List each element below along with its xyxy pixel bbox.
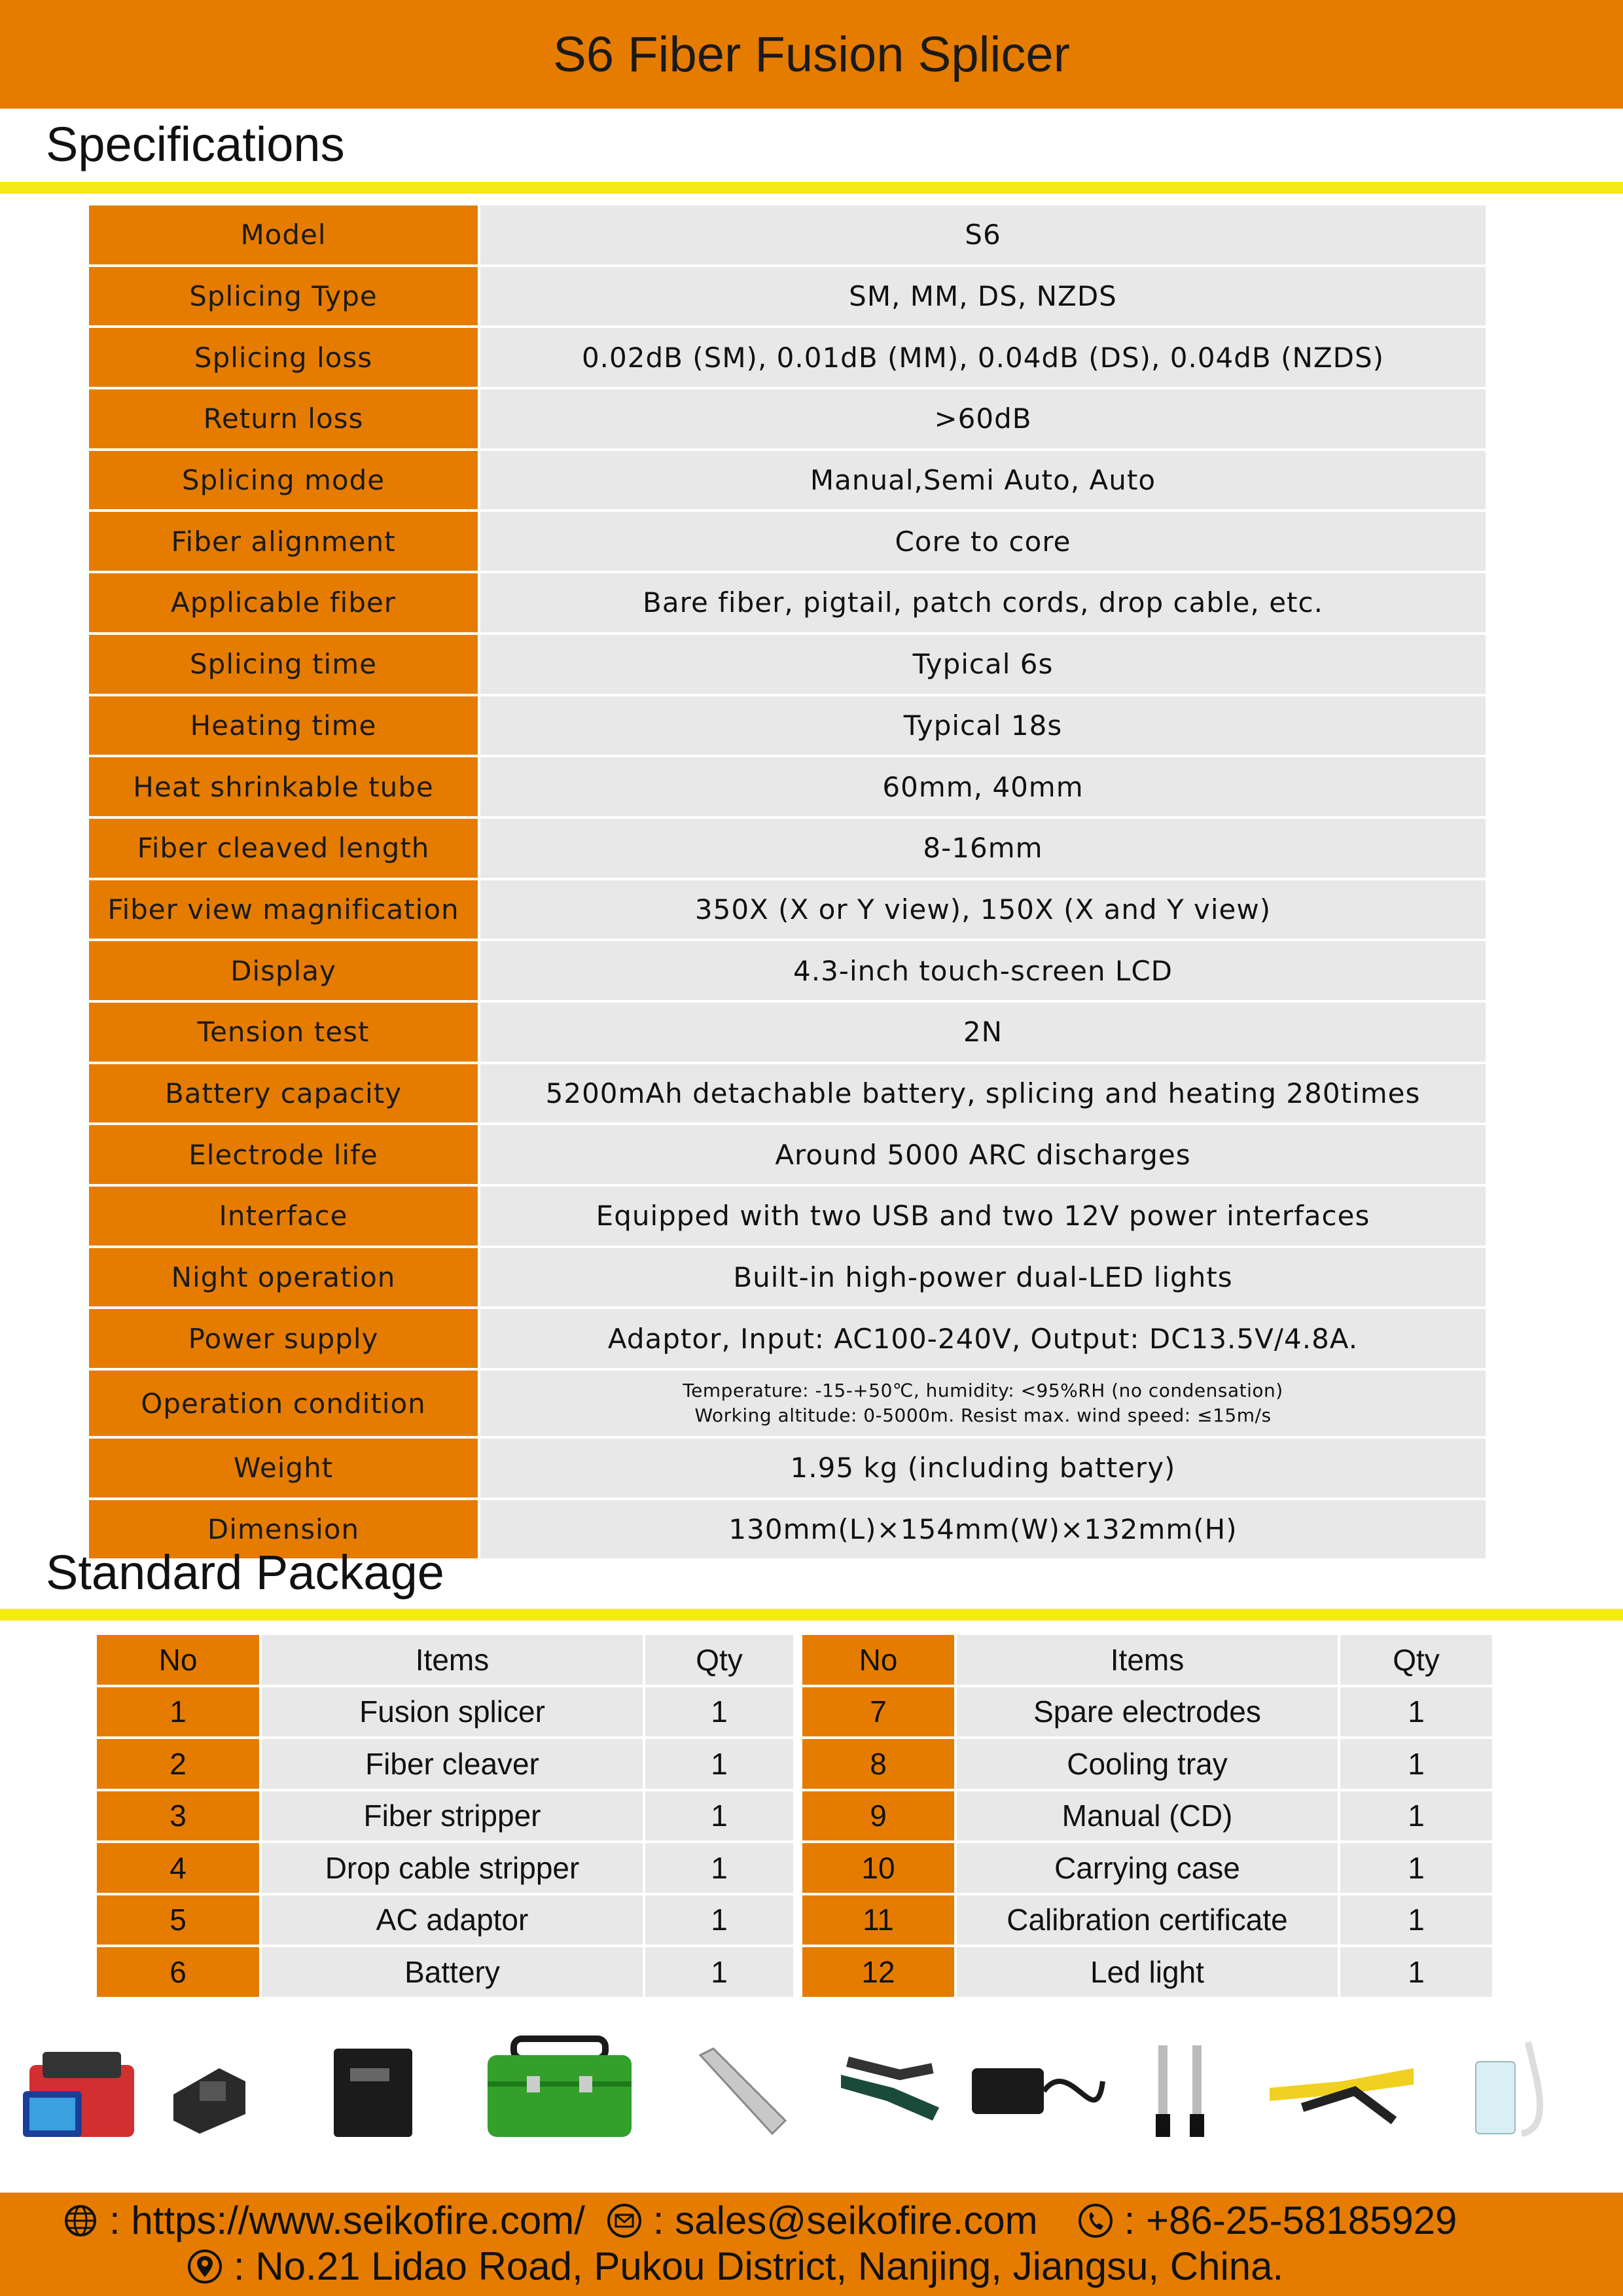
item-quantity: 1 xyxy=(1340,1791,1495,1841)
spec-row xyxy=(89,1003,1486,1064)
spec-label: Splicing mode xyxy=(89,451,480,510)
spec-row xyxy=(89,328,1486,389)
item-name: Manual (CD) xyxy=(957,1791,1340,1841)
spec-row xyxy=(89,1309,1486,1371)
battery-image xyxy=(324,2042,422,2140)
spec-row xyxy=(89,512,1486,573)
item-number: 4 xyxy=(97,1843,262,1893)
spec-row xyxy=(89,1125,1486,1187)
column-header-no: No xyxy=(97,1635,262,1685)
spec-row xyxy=(89,635,1486,696)
website-link[interactable]: : https://www.seikofire.com/ xyxy=(109,2198,585,2242)
item-name: Drop cable stripper xyxy=(262,1843,645,1893)
spec-label: Applicable fiber xyxy=(89,573,480,632)
spec-value: 4.3-inch touch-screen LCD xyxy=(480,941,1486,1000)
item-quantity: 1 xyxy=(1340,1947,1495,1997)
spec-row xyxy=(89,757,1486,819)
spec-value: 350X (X or Y view), 150X (X and Y view) xyxy=(480,880,1486,939)
specifications-table xyxy=(89,206,1486,1561)
table-row xyxy=(97,1791,796,1844)
spec-value: Equipped with two USB and two 12V power interfaces xyxy=(480,1187,1486,1246)
table-row xyxy=(802,1635,1495,1687)
address-text: : No.21 Lidao Road, Pukou District, Nanjing, Jiangsu, China. xyxy=(234,2244,1284,2288)
table-row xyxy=(802,1843,1495,1895)
spec-value: 1.95 kg (including battery) xyxy=(480,1439,1486,1498)
column-header-items: Items xyxy=(262,1635,645,1685)
spec-label: Heat shrinkable tube xyxy=(89,757,480,816)
spec-row xyxy=(89,696,1486,758)
phone-icon xyxy=(1077,2202,1114,2239)
cooling-tray-image xyxy=(687,2042,792,2140)
spec-value: Built-in high-power dual-LED lights xyxy=(480,1248,1486,1307)
carrying-case-image xyxy=(481,2036,638,2140)
spec-row xyxy=(89,1064,1486,1126)
table-row xyxy=(97,1635,796,1687)
spec-value: 8-16mm xyxy=(480,819,1486,878)
spec-row xyxy=(89,1371,1486,1439)
spec-value: S6 xyxy=(480,206,1486,264)
spec-label: Tension test xyxy=(89,1003,480,1062)
spec-row xyxy=(89,573,1486,635)
globe-icon xyxy=(62,2202,99,2239)
spec-label: Return loss xyxy=(89,389,480,448)
item-name: Fiber cleaver xyxy=(262,1739,645,1789)
item-number: 12 xyxy=(802,1947,957,1997)
spec-label: Fiber cleaved length xyxy=(89,819,480,878)
fiber-stripper-image xyxy=(1263,2049,1420,2134)
spec-value: Typical 6s xyxy=(480,635,1486,694)
spec-label: Model xyxy=(89,206,480,264)
spec-value: Manual,Semi Auto, Auto xyxy=(480,451,1486,510)
table-row xyxy=(97,1895,796,1948)
table-row xyxy=(802,1791,1495,1844)
spec-value: 60mm, 40mm xyxy=(480,757,1486,816)
ac-adaptor-image xyxy=(965,2042,1109,2140)
item-number: 11 xyxy=(802,1895,957,1945)
product-images xyxy=(0,2029,1623,2140)
spec-label: Operation condition xyxy=(89,1371,480,1436)
spec-value: SM, MM, DS, NZDS xyxy=(480,267,1486,326)
package-table-left xyxy=(97,1635,796,2000)
spare-electrodes-image xyxy=(1145,2039,1217,2140)
column-header-qty: Qty xyxy=(645,1635,796,1685)
spec-value: Around 5000 ARC discharges xyxy=(480,1125,1486,1184)
item-quantity: 1 xyxy=(645,1687,796,1737)
item-quantity: 1 xyxy=(645,1895,796,1945)
item-number: 8 xyxy=(802,1739,957,1789)
item-name: Fiber stripper xyxy=(262,1791,645,1841)
item-name: Battery xyxy=(262,1947,645,1997)
item-quantity: 1 xyxy=(645,1843,796,1893)
spec-label: Splicing time xyxy=(89,635,480,694)
spec-value: Typical 18s xyxy=(480,696,1486,755)
page-header xyxy=(0,0,1623,109)
spec-label: Battery capacity xyxy=(89,1064,480,1123)
item-name: Fusion splicer xyxy=(262,1687,645,1737)
table-row xyxy=(97,1843,796,1895)
led-light-image xyxy=(1463,2036,1561,2140)
table-row xyxy=(97,1739,796,1791)
spec-label: Night operation xyxy=(89,1248,480,1307)
page-title: S6 Fiber Fusion Splicer xyxy=(553,26,1070,82)
fusion-splicer-image xyxy=(16,2032,147,2144)
item-quantity: 1 xyxy=(1340,1739,1495,1789)
spec-row xyxy=(89,1248,1486,1310)
spec-value: 130mm(L)×154mm(W)×132mm(H) xyxy=(480,1500,1486,1559)
item-name: Calibration certificate xyxy=(957,1895,1340,1945)
table-row xyxy=(802,1947,1495,2000)
item-name: Spare electrodes xyxy=(957,1687,1340,1737)
spec-label: Dimension xyxy=(89,1500,480,1559)
table-row xyxy=(802,1739,1495,1791)
email-icon xyxy=(606,2202,643,2239)
item-quantity: 1 xyxy=(1340,1843,1495,1893)
column-header-no: No xyxy=(802,1635,957,1685)
table-row xyxy=(97,1687,796,1740)
fiber-cleaver-image xyxy=(160,2042,259,2140)
standard-package-title: Standard Package xyxy=(46,1545,444,1600)
spec-row xyxy=(89,819,1486,880)
item-quantity: 1 xyxy=(1340,1895,1495,1945)
spec-label: Splicing loss xyxy=(89,328,480,387)
spec-row xyxy=(89,206,1486,267)
spec-row xyxy=(89,267,1486,329)
item-quantity: 1 xyxy=(1340,1687,1495,1737)
table-row xyxy=(97,1947,796,2000)
spec-value: Adaptor, Input: AC100-240V, Output: DC13.5V/4.8A. xyxy=(480,1309,1486,1368)
item-number: 7 xyxy=(802,1687,957,1737)
spec-label: Power supply xyxy=(89,1309,480,1368)
spec-value: 2N xyxy=(480,1003,1486,1062)
item-quantity: 1 xyxy=(645,1739,796,1789)
spec-label: Splicing Type xyxy=(89,267,480,326)
spec-row xyxy=(89,389,1486,451)
spec-value-line: Working altitude: 0-5000m. Resist max. wind speed: ≤15m/s xyxy=(694,1405,1272,1427)
spec-label: Weight xyxy=(89,1439,480,1498)
item-name: AC adaptor xyxy=(262,1895,645,1945)
spec-row xyxy=(89,1187,1486,1248)
spec-label: Fiber alignment xyxy=(89,512,480,571)
item-quantity: 1 xyxy=(645,1791,796,1841)
drop-cable-stripper-image xyxy=(834,2049,946,2134)
specifications-title: Specifications xyxy=(46,117,345,171)
item-number: 10 xyxy=(802,1843,957,1893)
section-divider xyxy=(0,182,1623,194)
item-number: 6 xyxy=(97,1947,262,1997)
spec-value: >60dB xyxy=(480,389,1486,448)
column-header-items: Items xyxy=(957,1635,1340,1685)
item-number: 2 xyxy=(97,1739,262,1789)
item-name: Cooling tray xyxy=(957,1739,1340,1789)
spec-label: Fiber view magnification xyxy=(89,880,480,939)
phone-number[interactable]: : +86-25-58185929 xyxy=(1124,2198,1457,2242)
item-number: 3 xyxy=(97,1791,262,1841)
item-number: 9 xyxy=(802,1791,957,1841)
section-divider xyxy=(0,1609,1623,1621)
table-row xyxy=(802,1895,1495,1948)
spec-label: Heating time xyxy=(89,696,480,755)
spec-label: Interface xyxy=(89,1187,480,1246)
item-number: 5 xyxy=(97,1895,262,1945)
column-header-qty: Qty xyxy=(1340,1635,1495,1685)
spec-row xyxy=(89,880,1486,942)
spec-value: 5200mAh detachable battery, splicing and heating 280times xyxy=(480,1064,1486,1123)
item-name: Led light xyxy=(957,1947,1340,1997)
spec-value: Bare fiber, pigtail, patch cords, drop cable, etc. xyxy=(480,573,1486,632)
spec-row xyxy=(89,941,1486,1003)
spec-label: Display xyxy=(89,941,480,1000)
item-number: 1 xyxy=(97,1687,262,1737)
package-table-right xyxy=(802,1635,1495,2000)
spec-value xyxy=(480,1371,1486,1436)
email-link[interactable]: : sales@seikofire.com xyxy=(652,2198,1038,2242)
spec-value: 0.02dB (SM), 0.01dB (MM), 0.04dB (DS), 0.04dB (NZDS) xyxy=(480,328,1486,387)
spec-label: Electrode life xyxy=(89,1125,480,1184)
contact-footer xyxy=(0,2193,1623,2296)
spec-row xyxy=(89,1439,1486,1500)
spec-value: Core to core xyxy=(480,512,1486,571)
table-row xyxy=(802,1687,1495,1740)
item-quantity: 1 xyxy=(645,1947,796,1997)
spec-row xyxy=(89,451,1486,512)
spec-value-line: Temperature: -15-+50℃, humidity: <95%RH (no condensation) xyxy=(683,1380,1283,1402)
item-name: Carrying case xyxy=(957,1843,1340,1893)
location-pin-icon xyxy=(187,2248,223,2285)
